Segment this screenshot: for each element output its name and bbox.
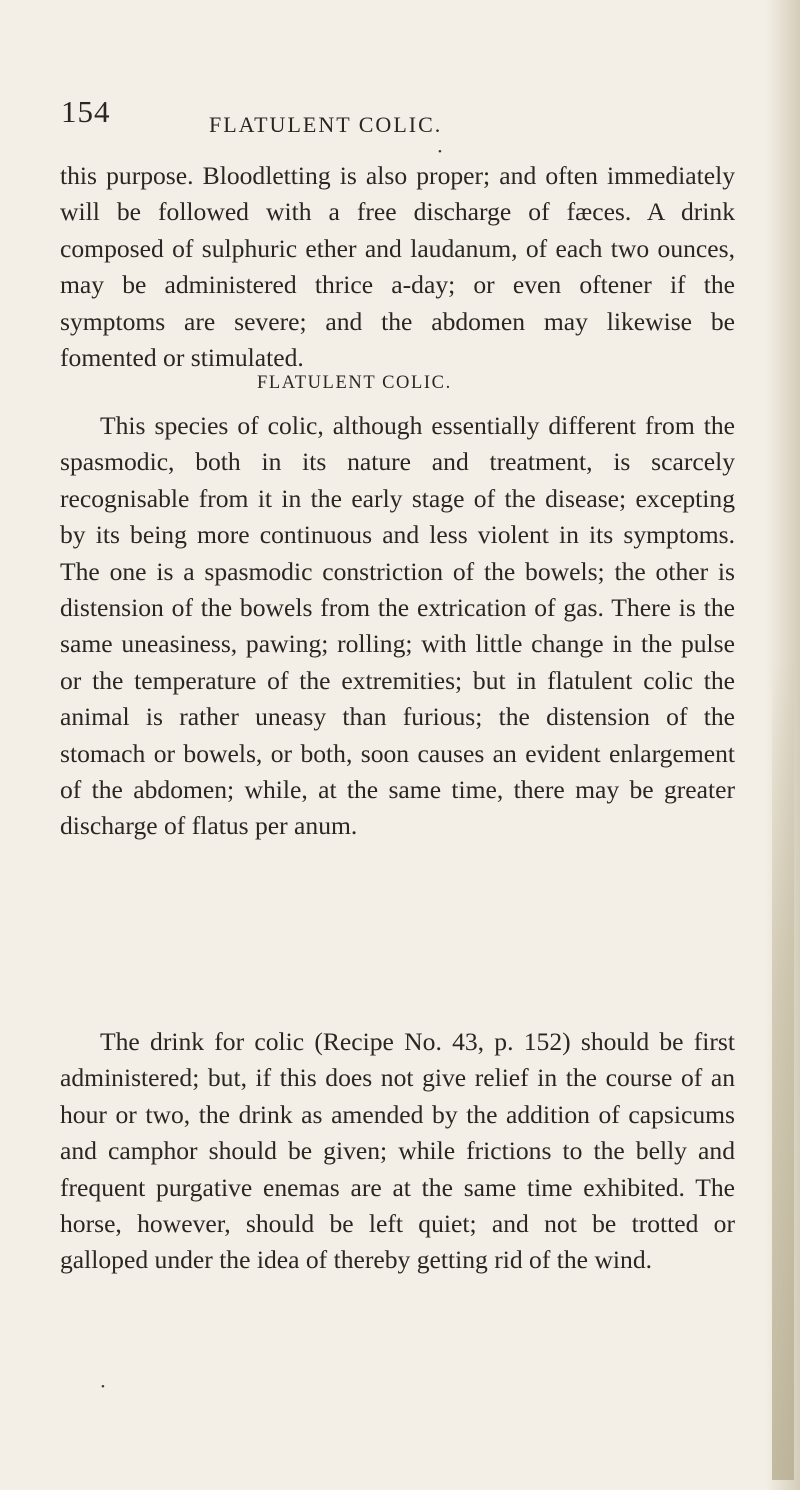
paragraph-2: The drink for colic (Recipe No. 43, p. 152) should be first administered; but, if this does not give relief in the course of an hour or two, the drink as amended by the addition of capsicums and camphor should be given; while frictions to the belly and frequent purgative enemas are at the same time exhibited. The horse, however, should be left quiet; and not be trotted or galloped under the idea of thereby getting rid of the wind. bbox=[60, 1027, 735, 1275]
page-number: 154 bbox=[61, 94, 111, 129]
continuation-paragraph: this purpose. Bloodletting is also proper; and often immediately will be followed with a free discharge of fæces. A drink composed of sulphuric ether and laudanum, of each two ounces, may be administered thrice a-day; or even oftener if the symptoms are severe; and the abdomen may likewise be fomented or stimulated. bbox=[60, 161, 735, 373]
page-edge-shadow bbox=[772, 660, 794, 1480]
paragraph-1: This species of colic, although essentially different from the spasmodic, both in its nature and treatment, is scarcely recognisable from it in the early stage of the disease; excepting by its being more continuous and less violent in its symptoms. The one is a spasmodic constriction of the bowels; the other is distension of the bowels from the extrication of gas. There is the same uneasiness, pawing; rolling; with little change in the pulse or the temperature of the extremities; but in flatulent colic the animal is rather uneasy than furious; the distension of the stomach or bowels, or both, soon causes an evident enlargement of the abdomen; while, at the same time, there may be greater discharge of flatus per anum. bbox=[60, 411, 735, 841]
printer-mark-top: • bbox=[438, 146, 442, 158]
section-heading: FLATULENT COLIC. bbox=[257, 373, 452, 393]
printer-mark-bottom: • bbox=[101, 1381, 105, 1393]
running-head: FLATULENT COLIC. bbox=[209, 112, 443, 137]
